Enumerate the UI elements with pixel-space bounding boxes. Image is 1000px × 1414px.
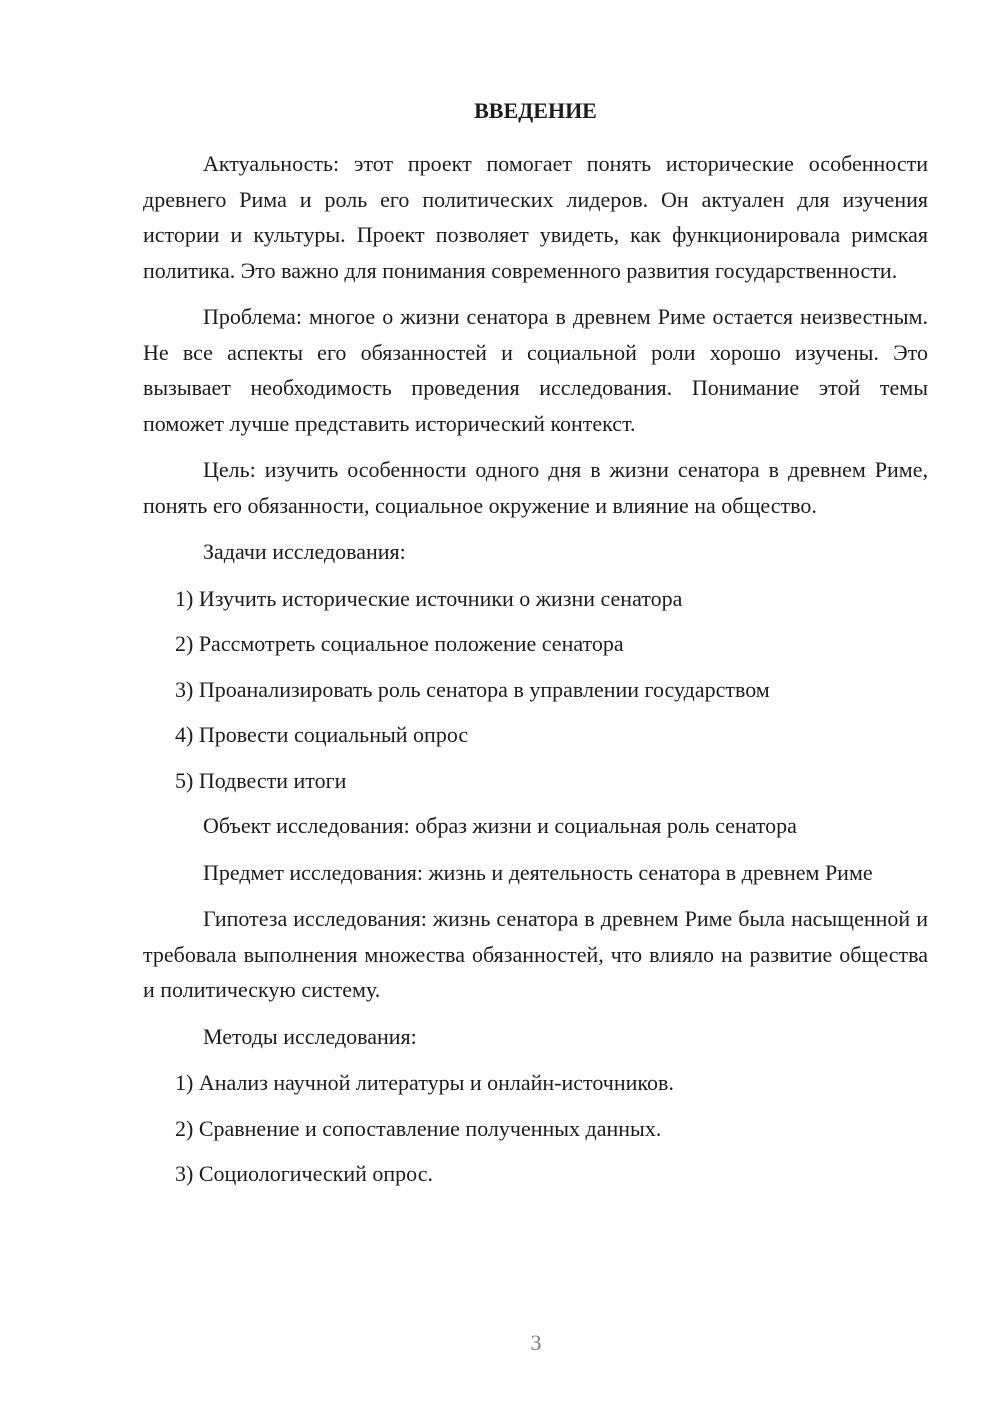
hypothesis-paragraph: Гипотеза исследования: жизнь сенатора в древнем Риме была насыщенной и требовала выполнения множества обязанностей, что влияло на развитие общества и политическую систему. xyxy=(143,906,928,1002)
list-item: 5) Подвести итоги xyxy=(175,767,347,793)
list-item: 3) Социологический опрос. xyxy=(175,1161,433,1186)
list-item: 1) Анализ научной литературы и онлайн-источников. xyxy=(175,1070,674,1095)
page-number: 3 xyxy=(530,1330,542,1355)
list-item: 1) Изучить исторические источники о жизни сенатора xyxy=(175,585,683,611)
goal-paragraph: Цель: изучить особенности одного дня в жизни сенатора в древнем Риме, понять его обязанности, социальное окружение и влияние на общество. xyxy=(143,457,928,518)
tasks-list xyxy=(143,581,928,799)
page-content xyxy=(143,93,928,1202)
list-item: 2) Сравнение и сопоставление полученных данных. xyxy=(175,1115,662,1141)
relevance-paragraph: Актуальность: этот проект помогает понять исторические особенности древнего Рима и роль его политических лидеров. Он актуален для изучения истории и культуры. Проект позволяет увидеть, как функционировала римская политика. Это важно для понимания современного развития государственности. xyxy=(143,151,928,283)
list-item: 3) Проанализировать роль сенатора в управлении государством xyxy=(175,676,770,702)
tasks-heading: Задачи исследования: xyxy=(203,539,406,564)
list-item: 4) Провести социальный опрос xyxy=(175,722,469,747)
methods-heading: Методы исследования: xyxy=(203,1023,417,1049)
section-title: ВВЕДЕНИЕ xyxy=(474,98,597,123)
object-paragraph: Объект исследования: образ жизни и социальная роль сенатора xyxy=(203,813,797,838)
subject-paragraph: Предмет исследования: жизнь и деятельность сенатора в древнем Риме xyxy=(203,859,873,885)
problem-paragraph: Проблема: многое о жизни сенатора в древнем Риме остается неизвестным. Не все аспекты его обязанностей и социальной роли хорошо изучены. Это вызывает необходимость проведения исследования. Понимание этой темы поможет лучше представить исторический контекст. xyxy=(143,304,928,436)
methods-list xyxy=(143,1065,928,1192)
list-item: 2) Рассмотреть социальное положение сенатора xyxy=(175,631,624,656)
